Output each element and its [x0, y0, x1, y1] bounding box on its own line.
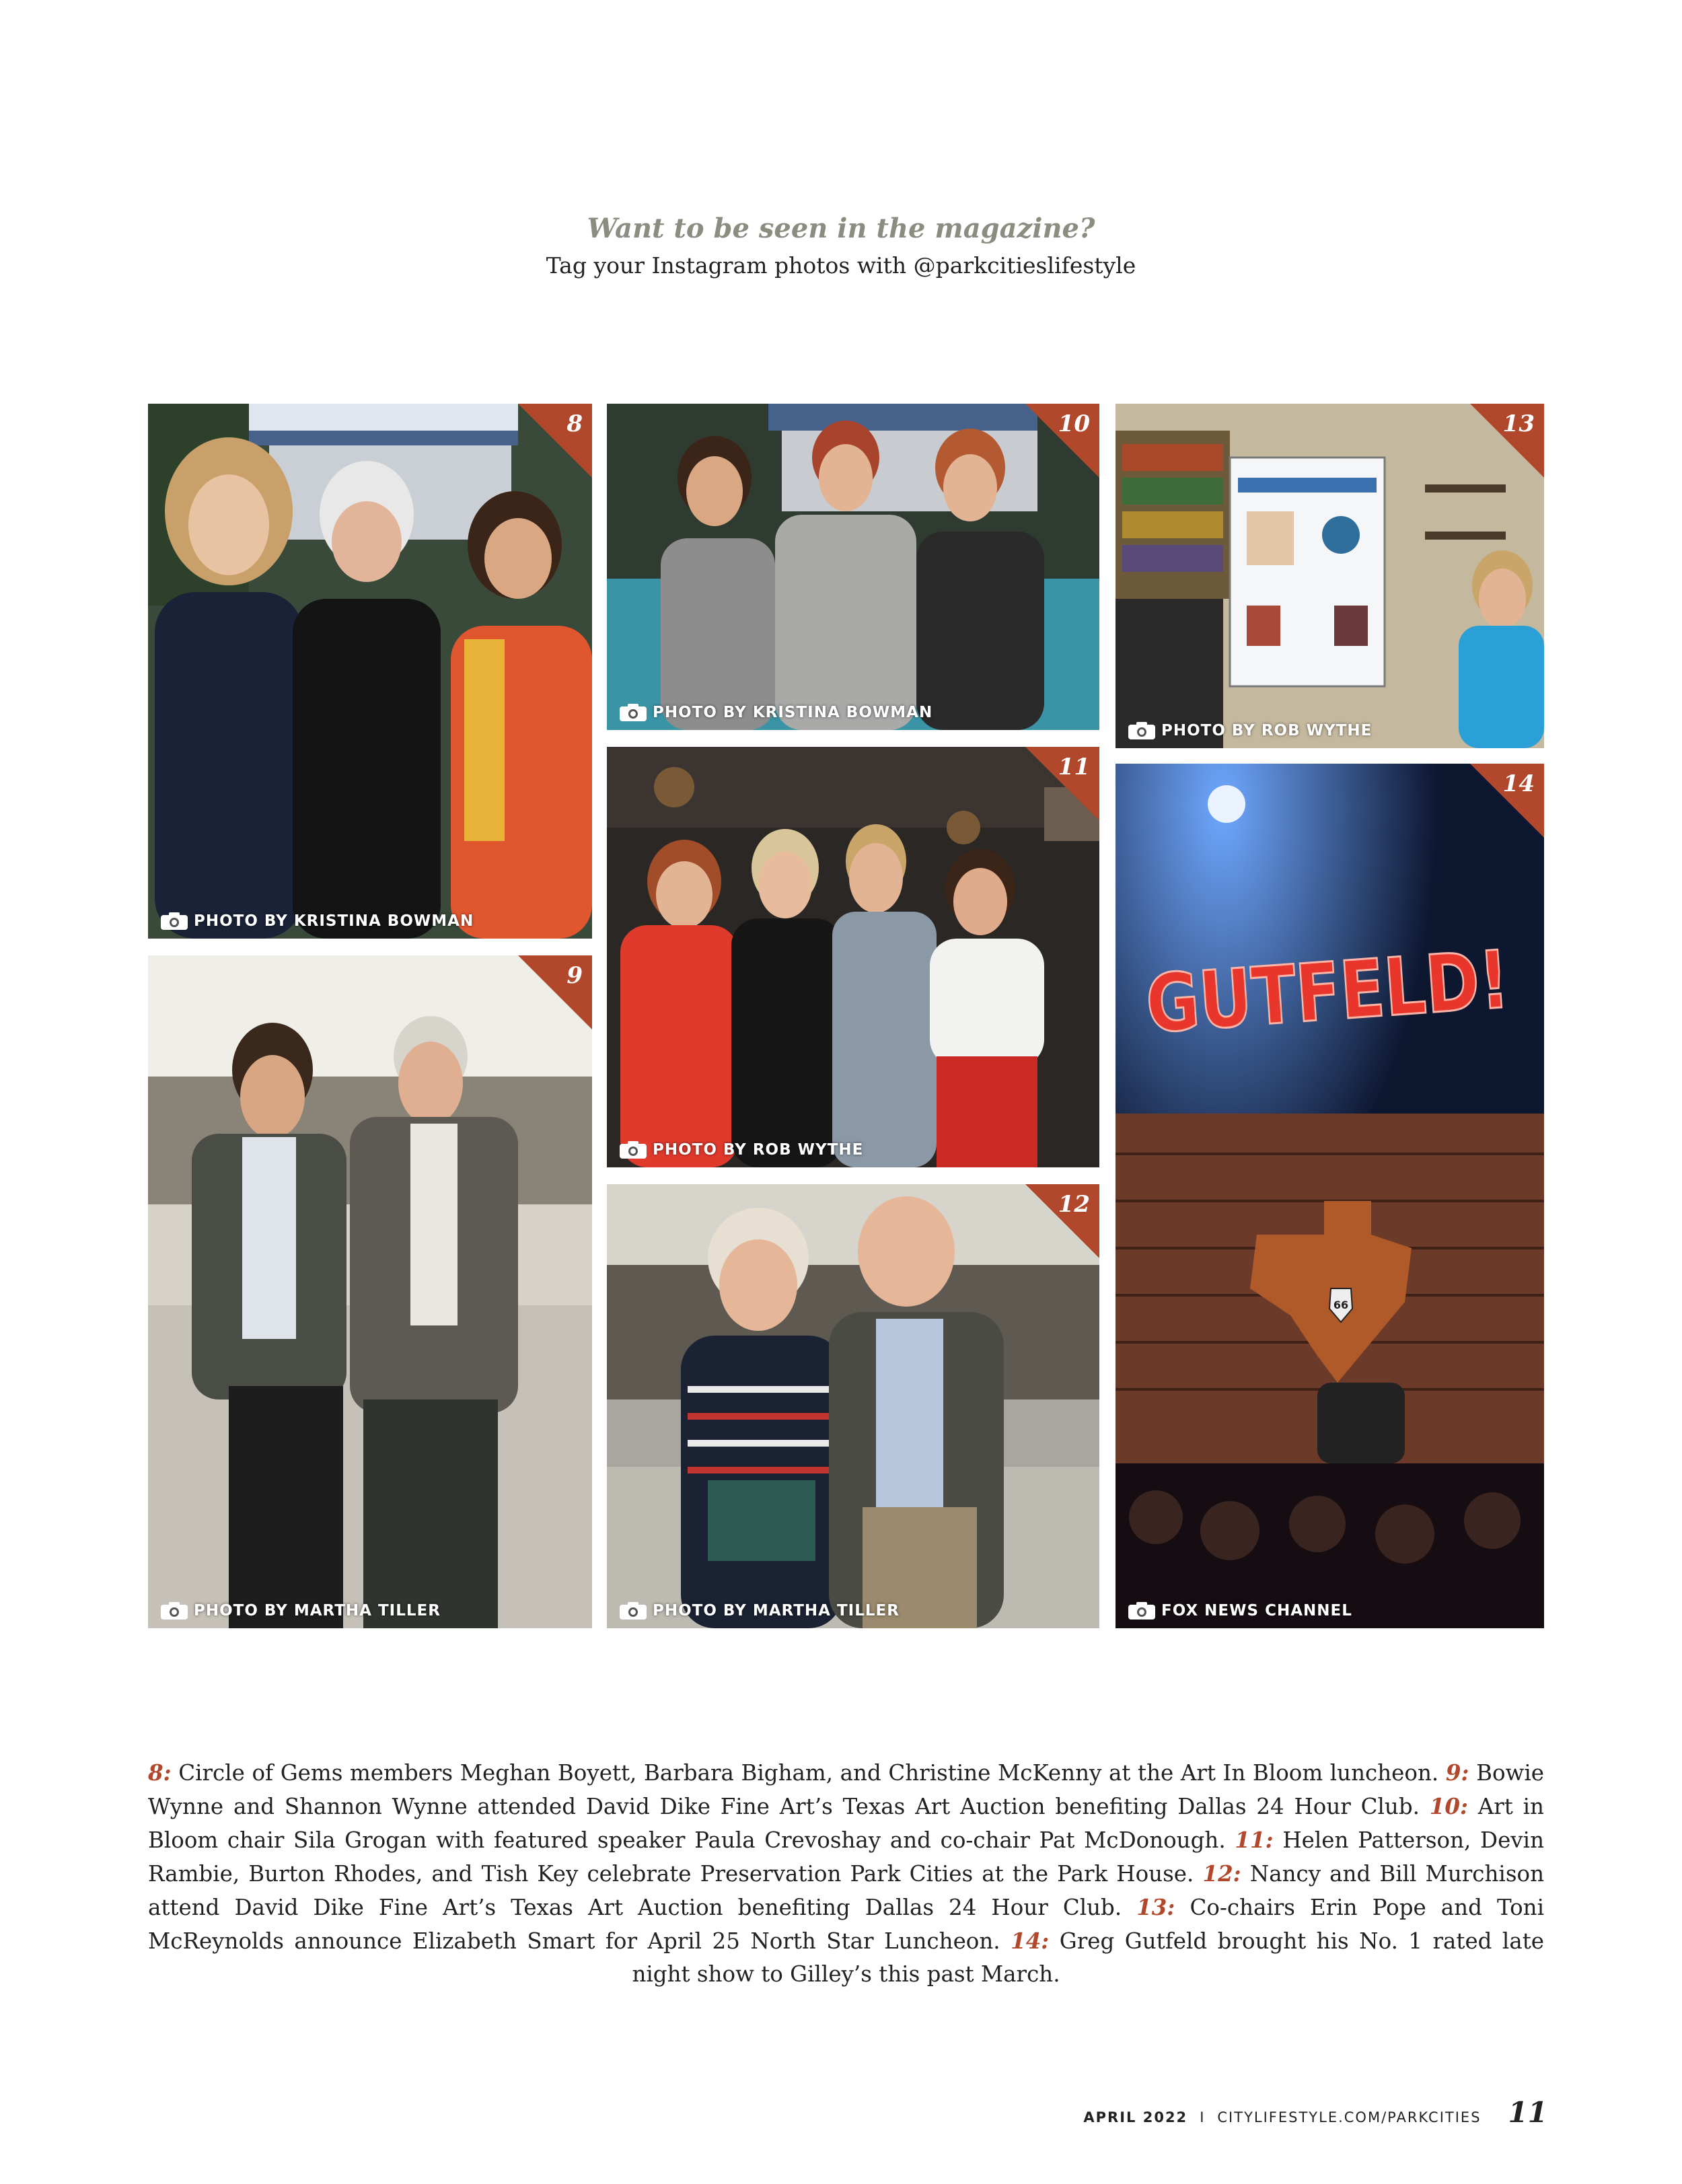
- photo-credit: [619, 1601, 900, 1620]
- photo-12: [607, 1184, 1099, 1628]
- caption-text: Co-chairs Erin Pope and Toni McReynolds announce Elizabeth Smart for April 25 North Star Luncheon.: [148, 1895, 1544, 1954]
- photo-credit-text: PHOTO BY MARTHA TILLER: [194, 1602, 441, 1619]
- photo-11: [607, 747, 1099, 1167]
- photo-number: 11: [1058, 754, 1090, 780]
- photo-10: [607, 404, 1099, 730]
- caption-number: 13:: [1136, 1894, 1175, 1920]
- camera-icon: [619, 703, 647, 722]
- caption-text: Bowie Wynne and Shannon Wynne attended David Dike Fine Art’s Texas Art Auction benefiting Dallas 24 Hour Club.: [148, 1760, 1544, 1819]
- photo-9-image: [148, 955, 592, 1628]
- photo-captions: [148, 1756, 1544, 1991]
- caption-text: Circle of Gems members Meghan Boyett, Barbara Bigham, and Christine McKenny at the Art In Bloom luncheon.: [171, 1760, 1446, 1786]
- photo-number: 12: [1058, 1191, 1090, 1218]
- photo-13: [1116, 404, 1544, 748]
- caption-text: Helen Patterson, Devin Rambie, Burton Rhodes, and Tish Key celebrate Preservation Park Cities at the Park House.: [148, 1827, 1544, 1887]
- photo-credit-text: PHOTO BY KRISTINA BOWMAN: [653, 704, 933, 721]
- caption-number: 8:: [148, 1759, 172, 1786]
- photo-number: 14: [1502, 770, 1535, 797]
- photo-credit-text: PHOTO BY MARTHA TILLER: [653, 1602, 900, 1619]
- photo-credit: [619, 1140, 863, 1159]
- page-footer: [1083, 2096, 1547, 2129]
- photo-credit: [1128, 721, 1372, 740]
- camera-icon: [160, 1601, 188, 1620]
- photo-credit-text: PHOTO BY KRISTINA BOWMAN: [194, 912, 474, 930]
- photo-credit: [619, 703, 933, 722]
- photo-credit: [160, 912, 474, 931]
- camera-icon: [619, 1140, 647, 1159]
- photo-credit-text: FOX NEWS CHANNEL: [1161, 1602, 1352, 1619]
- caption-number: 11:: [1235, 1827, 1274, 1853]
- page-header: [0, 209, 1682, 283]
- instagram-callout: Tag your Instagram photos with @parkcitieslifestyle: [546, 252, 1136, 279]
- camera-icon: [619, 1601, 647, 1620]
- caption-text: Greg Gutfeld brought his No. 1 rated late night show to Gilley’s this past March.: [632, 1928, 1544, 1987]
- camera-icon: [1128, 1601, 1156, 1620]
- route-66-sign: 66: [1333, 1299, 1349, 1311]
- photo-8-image: [148, 404, 592, 939]
- camera-icon: [1128, 721, 1156, 740]
- caption-text: Art in Bloom chair Sila Grogan with featured speaker Paula Crevoshay and co-chair Pat McDonough.: [148, 1794, 1544, 1853]
- caption-number: 10:: [1429, 1793, 1468, 1819]
- caption-text: Nancy and Bill Murchison attend David Dike Fine Art’s Texas Art Auction benefiting Dallas 24 Hour Club.: [148, 1861, 1544, 1920]
- footer-separator: I: [1200, 2109, 1206, 2125]
- caption-number: 9:: [1445, 1759, 1469, 1786]
- website-url: CITYLIFESTYLE.COM/PARKCITIES: [1217, 2109, 1482, 2125]
- photo-credit-text: PHOTO BY ROB WYTHE: [1161, 722, 1373, 739]
- photo-14: [1116, 764, 1594, 1628]
- caption-number: 12:: [1202, 1860, 1241, 1887]
- camera-icon: [160, 912, 188, 931]
- issue-date: APRIL 2022: [1083, 2109, 1188, 2125]
- photo-number: 10: [1058, 410, 1090, 437]
- gutfeld-sign: GUTFELD!: [1142, 926, 1594, 1051]
- photo-credit-text: PHOTO BY ROB WYTHE: [653, 1141, 864, 1159]
- caption-number: 14:: [1011, 1928, 1050, 1954]
- photo-8: [148, 404, 592, 939]
- photo-number: 9: [566, 962, 583, 989]
- photo-number: 13: [1502, 410, 1535, 437]
- photo-credit: [160, 1601, 441, 1620]
- photo-9: [148, 955, 592, 1628]
- photo-credit: [1128, 1601, 1352, 1620]
- photo-14-image: [1116, 764, 1594, 1628]
- page-number: 11: [1508, 2096, 1547, 2129]
- tagline: Want to be seen in the magazine?: [587, 213, 1095, 244]
- photo-number: 8: [566, 410, 583, 437]
